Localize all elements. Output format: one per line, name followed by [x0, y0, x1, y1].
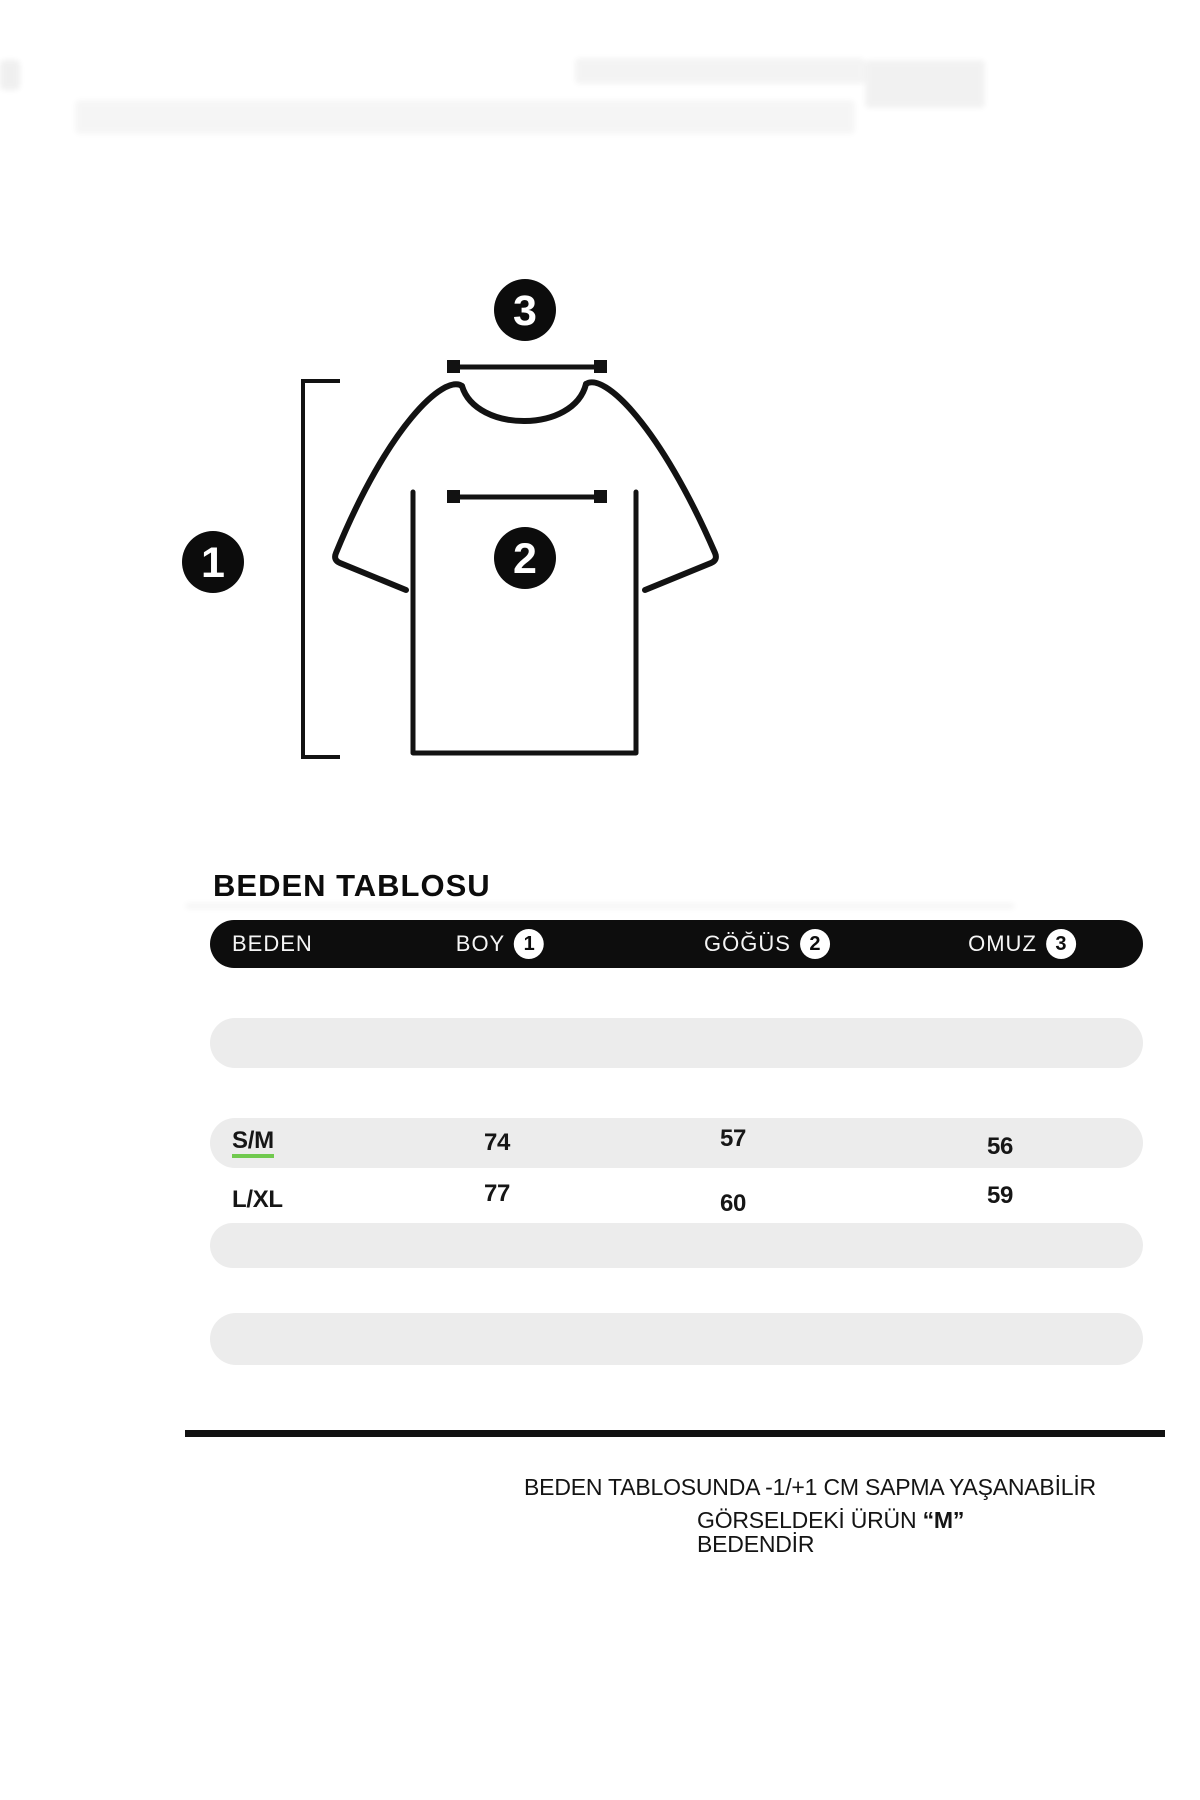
- table-row-empty: [210, 1018, 1143, 1068]
- shoulder-measure-line: [447, 360, 607, 373]
- size-label-lxl: L/XL: [232, 1186, 283, 1213]
- size-chart-title: BEDEN TABLOSU: [213, 868, 491, 903]
- table-row-empty: [210, 1313, 1143, 1365]
- footnote-model-size: [697, 1508, 1117, 1556]
- table-row-sm: [210, 1118, 1143, 1168]
- header-marker-1: 1: [514, 929, 544, 959]
- marker-3-number: 3: [513, 287, 537, 335]
- length-bracket: [303, 381, 340, 757]
- header-cell-omuz: [968, 920, 1076, 968]
- header-marker-2: 2: [800, 929, 830, 959]
- header-label-gogus: GÖĞÜS: [704, 931, 791, 956]
- header-label-beden: BEDEN: [232, 931, 313, 956]
- header-cell-beden: [232, 920, 313, 968]
- value-sm-gogus: 57: [719, 1125, 747, 1152]
- marker-2-number: 2: [513, 535, 537, 583]
- header-cell-gogus: [704, 920, 830, 968]
- header-cell-boy: [456, 920, 544, 968]
- footnote-model-size-prefix: GÖRSELDEKİ ÜRÜN: [697, 1507, 923, 1533]
- header-label-boy: BOY: [455, 931, 506, 956]
- scan-artifact: [75, 100, 855, 134]
- table-row-empty: [210, 1223, 1143, 1268]
- tshirt-measurement-diagram: [140, 230, 760, 790]
- footnote-model-size-value: “M”: [922, 1507, 965, 1533]
- header-label-omuz: OMUZ: [968, 931, 1037, 956]
- value-lxl-boy: 77: [483, 1180, 511, 1207]
- value-lxl-gogus: 60: [719, 1190, 747, 1217]
- value-sm-boy: 74: [483, 1129, 511, 1156]
- table-header-row: [210, 920, 1143, 968]
- divider-line: [185, 1430, 1165, 1437]
- chest-measure-line: [447, 490, 607, 503]
- footnote-model-size-suffix: BEDENDİR: [697, 1531, 815, 1557]
- scan-artifact: [575, 58, 865, 84]
- table-row-lxl: [210, 1175, 1143, 1225]
- header-marker-3: 3: [1046, 929, 1076, 959]
- value-lxl-omuz: 59: [986, 1182, 1014, 1209]
- value-sm-omuz: 56: [986, 1133, 1014, 1160]
- footnote-tolerance: BEDEN TABLOSUNDA -1/+1 CM SAPMA YAŞANABİLİR: [524, 1474, 1096, 1500]
- scan-artifact: [0, 60, 20, 90]
- scan-artifact: [865, 60, 985, 108]
- size-label-sm: S/M: [232, 1118, 274, 1168]
- marker-1-number: 1: [201, 539, 225, 587]
